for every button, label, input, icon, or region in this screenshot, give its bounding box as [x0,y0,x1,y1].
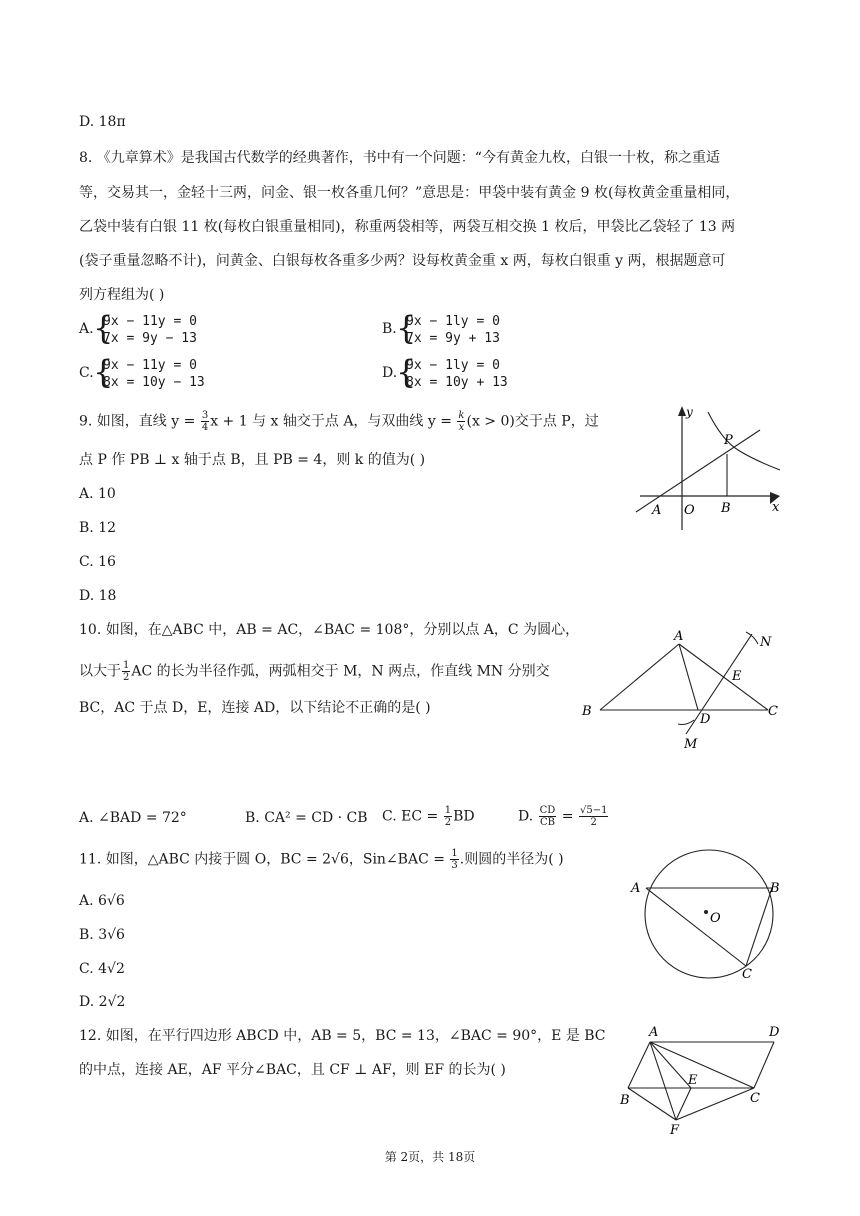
svg-text:D: D [769,1025,780,1040]
svg-text:M: M [684,737,698,752]
q9-line-2: 点 P 作 PB ⊥ x 轴于点 B，且 PB = 4，则 k 的值为( ) [79,452,426,468]
q10-line-3: BC，AC 于点 D，E，连接 AD，以下结论不正确的是( ) [79,700,431,716]
svg-text:C: C [750,1091,760,1106]
q12-line-2: 的中点，连接 AE，AF 平分∠BAC，且 CF ⊥ AF，则 EF 的长为( ) [79,1062,506,1078]
svg-text:A: A [674,629,684,644]
segment-ab [600,644,679,710]
q9-option-b[interactable]: B. 12 [79,520,117,536]
q11-option-c[interactable]: C. 4√2 [79,961,125,977]
svg-text:E: E [732,669,742,684]
q8-line-5: 列方程组为( ) [79,287,165,303]
svg-text:C: C [742,967,752,982]
q11-option-b[interactable]: B. 3√6 [79,927,125,943]
segment-ac [646,888,746,966]
q9-line-1: 9. 如图，直线 y = $\frac{3}{4}$ x + 1 与 x 轴交于点 A，与双曲线 y = $\frac{k}{x}$ (x > 0)交于点 P，过 [79,410,599,433]
q10-option-c[interactable]: C. EC = $\frac{1}{2}$ BD [382,805,475,828]
svg-text:D: D [700,712,711,727]
q8-line-3: 乙袋中装有白银 11 枚(每枚白银重量相同)，称重两袋相等，两袋互相交换 1 枚后，甲袋比乙袋轻了 13 两 [79,219,736,235]
q10-figure [578,620,784,752]
q10-line-2: 以大于 $\frac{1}{2}$ AC 的长为半径作弧，两弧相交于 M，N 两点，作直线 MN 分别交 [79,660,550,683]
svg-text:F: F [670,1123,680,1138]
arc-n [746,632,758,644]
svg-text:B: B [770,881,780,896]
q8-line-2: 等，交易其一，金轻十三两，问金、银一枚各重几何？”意思是：甲袋中装有黄金 9 枚(每枚黄金重量相同， [79,185,740,201]
q9-option-d[interactable]: D. 18 [79,588,117,604]
svg-text:y: y [686,405,693,419]
q12-line-1: 12. 如图，在平行四边形 ABCD 中，AB = 5，BC = 13，∠BAC = 90°，E 是 BC [79,1028,606,1044]
svg-text:O: O [710,911,721,926]
q9-figure [630,400,790,535]
segment-ac [650,1042,754,1088]
segment-dc [754,1042,774,1088]
q9-fraction-k-x: $\frac{k}{x}$ [458,410,465,433]
segment-bf [628,1088,676,1120]
q11-option-d[interactable]: D. 2√2 [79,994,126,1010]
q8-line-4: (袋子重量忽略不计)，问黄金、白银每枚各重多少两？设每枚黄金重 x 两，每枚白银重 y 两，根据题意可 [79,253,726,269]
center-o [704,910,708,914]
q7-option-d: D. 18π [79,114,126,130]
q8-option-d[interactable]: D. { 9x − 1ly = 0 8x = 10y + 13 [382,353,508,391]
svg-text:E: E [688,1073,698,1088]
svg-text:A: A [631,881,641,896]
segment-ad [679,644,698,710]
q9-option-a[interactable]: A. 10 [79,486,116,502]
q8-option-a[interactable]: A. { 9x − 11y = 0 7x = 9y − 13 [79,309,197,347]
q8-option-c[interactable]: C. { 9x − 11y = 0 8x = 10y − 13 [79,353,205,391]
segment-ab [628,1042,650,1088]
q10-option-b[interactable]: B. CA² = CD · CB [245,810,368,826]
q10-option-d[interactable]: D. $\frac{CD}{CB}$ = $\frac{√5-1}{2}$ [518,805,608,828]
q11-option-a[interactable]: A. 6√6 [79,893,125,909]
y-axis-arrow [678,406,686,416]
svg-text:P: P [724,433,733,448]
svg-text:C: C [768,704,778,719]
circle-o [645,850,773,978]
q10-line-1: 10. 如图，在△ABC 中，AB = AC，∠BAC = 108°，分别以点 A，C 为圆心， [79,622,580,638]
q10-option-a[interactable]: A. ∠BAD = 72° [79,810,187,826]
segment-ae [650,1042,691,1088]
q12-figure [614,1016,790,1140]
svg-text:B: B [721,501,731,516]
q11-figure [626,842,790,982]
svg-text:A: A [652,503,662,518]
segment-cf [676,1088,754,1120]
q9-option-c[interactable]: C. 16 [79,554,116,570]
segment-af [650,1042,676,1120]
svg-text:N: N [760,635,772,650]
q11-line-1: 11. 如图，△ABC 内接于圆 O，BC = 2√6，Sin∠BAC = $\frac{1}{3}$ .则圆的半径为( ) [79,848,564,871]
line-y-3-4x-plus-1 [636,430,760,512]
page-footer: 第 2页，共 18页 [384,1150,476,1164]
q9-fraction-3-4: $\frac{3}{4}$ [201,410,209,433]
svg-text:x: x [772,500,780,515]
svg-text:O: O [684,503,695,518]
svg-text:B: B [582,704,592,719]
svg-text:A: A [649,1025,659,1040]
q8-line-1: 8. 《九章算术》是我国古代数学的经典著作，书中有一个问题：“今有黄金九枚，白银一十枚，称之重适 [79,150,720,166]
q8-option-b[interactable]: B. { 9x − 1ly = 0 7x = 9y + 13 [382,309,500,347]
arc-m [678,720,694,725]
line-mn [686,634,752,734]
q10-fraction-1-2: $\frac{1}{2}$ [123,660,130,683]
svg-text:B: B [620,1093,630,1108]
